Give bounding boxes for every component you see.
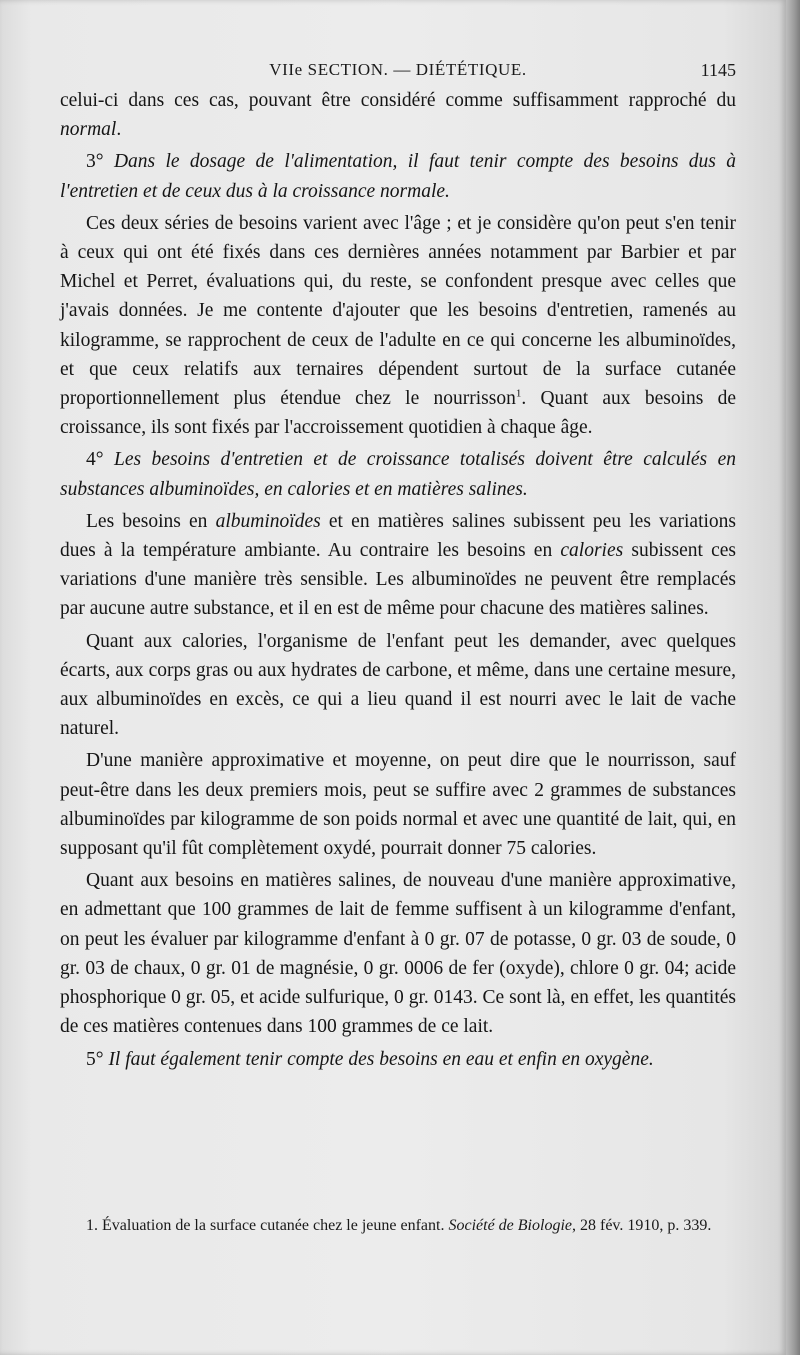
page-header bbox=[60, 60, 736, 86]
paragraph-albuminoids: Les besoins en albuminoïdes et en matières salines subissent peu les variations dues à la température ambiante. Au contraire les besoins en calories subissent ces variations d'une manière très sensible. Les albuminoïdes ne peuvent être remplacés par aucune autre substance, et il en est de même pour chacune des matières salines. bbox=[60, 510, 737, 620]
page-edge-shadow bbox=[786, 0, 800, 1355]
paragraph-rule-3 bbox=[60, 147, 736, 205]
rule-text: Dans le dosage de l'alimentation, il faut tenir compte des besoins dus à l'entretien et de ceux dus à la croissance normale. bbox=[60, 151, 736, 202]
paragraph-calories: Quant aux calories, l'organisme de l'enfant peut les demander, avec quelques écarts, aux corps gras ou aux hydrates de carbone, et même, dans une certaine mesure, aux albuminoïdes en excès, ce qui a lieu quand il est nourri avec le lait de vache naturel. bbox=[60, 630, 736, 740]
paragraph-continuation: celui-ci dans ces cas, pouvant être considéré comme suffisamment rapproché du normal. bbox=[60, 90, 736, 141]
footnote-1: 1. Évaluation de la surface cutanée chez le jeune enfant. Société de Biologie, 28 fév. 1910, p. 339. bbox=[86, 1217, 712, 1234]
running-title: VIIe SECTION. — DIÉTÉTIQUE. bbox=[269, 60, 527, 79]
footnotes bbox=[60, 1214, 736, 1237]
rule-number: 4° bbox=[86, 449, 114, 471]
body-text bbox=[60, 86, 736, 1074]
paragraph-needs-by-age: Ces deux séries de besoins varient avec l'âge ; et je considère qu'on peut s'en tenir à ceux qui ont été fixés dans ces dernières années notamment par Barbier et par Michel et Perret, évaluations qui, du reste, se confondent presque avec celles que j'avais données. Je me contente d'ajouter que les besoins d'entretien, ramenés au kilogramme, se rapprochent de ceux de l'adulte en ce qui concerne les albuminoïdes, et que ceux relatifs aux ternaires dépendent surtout de la surface cutanée proportionnellement plus étendue chez le nourrisson$^1$. Quant aux besoins de croissance, ils sont fixés par l'accroissement quotidien à chaque âge. bbox=[60, 212, 737, 439]
paragraph-rule-4 bbox=[60, 445, 736, 503]
rule-number: 3° bbox=[86, 151, 114, 173]
paragraph-rule-5 bbox=[60, 1045, 736, 1074]
footnote-reference[interactable]: 1 bbox=[515, 387, 522, 400]
paragraph-saline-needs: Quant aux besoins en matières salines, de nouveau d'une manière approximative, en admettant que 100 grammes de lait de femme suffisent à un kilogramme d'enfant, on peut les évaluer par kilogramme d'enfant à 0 gr. 07 de potasse, 0 gr. 03 de soude, 0 gr. 03 de chaux, 0 gr. 01 de magnésie, 0 gr. 0006 de fer (oxyde), chlore 0 gr. 04; acide phosphorique 0 gr. 05, et acide sulfurique, 0 gr. 0143. Ce sont là, en effet, les quantités de ces matières contenues dans 100 grammes de ce lait. bbox=[60, 870, 736, 1038]
paragraph-nursling-needs: D'une manière approximative et moyenne, on peut dire que le nourrisson, sauf peut-être dans les deux premiers mois, peut se suffire avec 2 grammes de substances albuminoïdes par kilogramme de son poids normal et avec une quantité de lait, qui, en supposant qu'il fût complètement oxydé, pourrait donner 75 calories. bbox=[60, 750, 736, 860]
rule-number: 5° bbox=[86, 1048, 109, 1070]
rule-text: Il faut également tenir compte des besoins en eau et enfin en oxygène. bbox=[108, 1048, 654, 1070]
rule-text: Les besoins d'entretien et de croissance totalisés doivent être calculés en substances albuminoïdes, en calories et en matières salines. bbox=[60, 449, 736, 500]
page-number: 1145 bbox=[700, 60, 736, 80]
